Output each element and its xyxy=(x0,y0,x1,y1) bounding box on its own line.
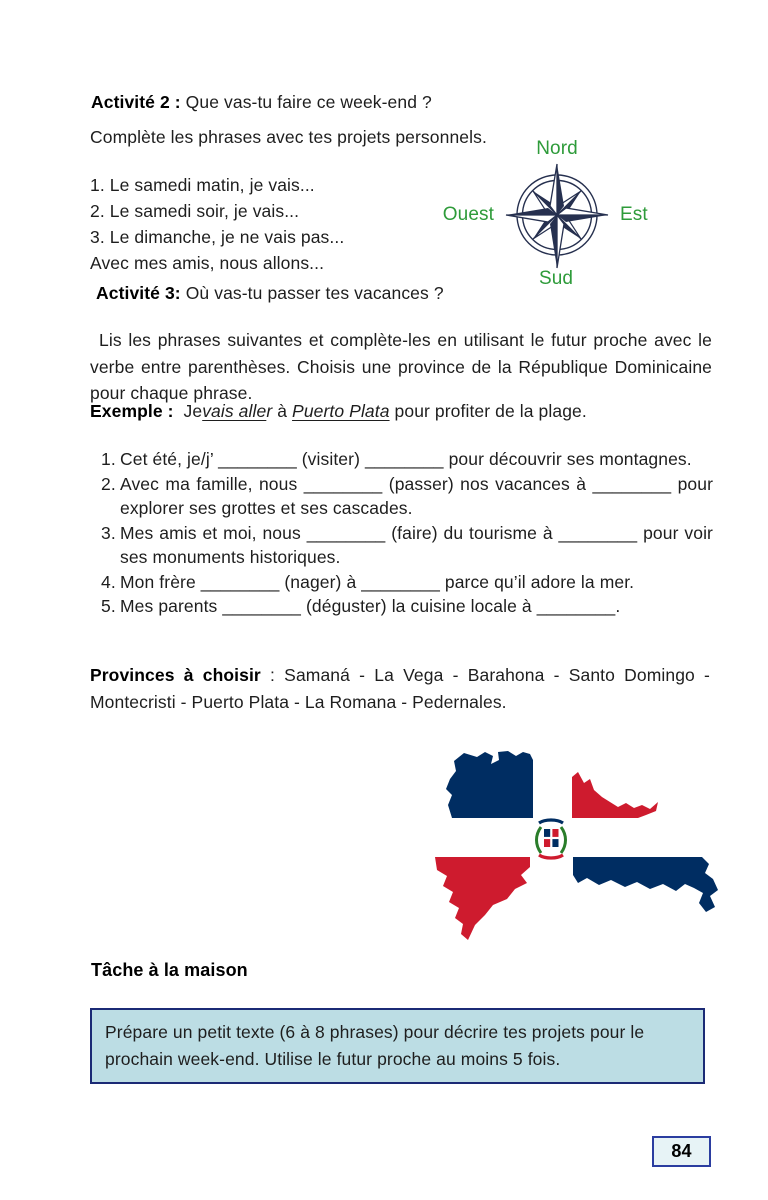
exercise-item xyxy=(101,447,713,472)
map-quadrant-red-bl xyxy=(435,857,530,940)
exercise-item xyxy=(101,570,713,595)
example-post: pour profiter de la plage. xyxy=(394,401,587,421)
compass-rose-icon xyxy=(502,160,612,270)
exercise-text: Mes amis et moi, nous ________ (faire) du tourisme à ________ pour voir ses monuments historiques. xyxy=(120,522,713,567)
list-item: 3. Le dimanche, je ne vais pas... xyxy=(90,227,345,247)
list-item: Avec mes amis, nous allons... xyxy=(90,253,325,273)
example-place: Puerto Plata xyxy=(292,401,390,421)
exercise-text: Mes parents ________ (déguster) la cuisine locale à ________. xyxy=(120,596,621,616)
exercise-item xyxy=(101,521,713,570)
map-quadrant-blue-br xyxy=(573,857,718,912)
activity3-title xyxy=(96,280,444,306)
dominican-republic-flag-map xyxy=(430,743,720,943)
exercise-list xyxy=(101,447,713,619)
compass-label-north: Nord xyxy=(536,138,578,159)
example-pre: Je xyxy=(183,401,203,421)
activity3-question: Où vas-tu passer tes vacances ? xyxy=(185,283,444,303)
compass-label-south: Sud xyxy=(538,268,574,289)
map-quadrant-red-tr xyxy=(572,772,658,818)
example-verb-end: r xyxy=(266,401,273,421)
exercise-item xyxy=(101,594,713,619)
provinces-list: : Samaná - La Vega - Barahona - Santo Domingo - Montecristi - Puerto Plata - La Romana - Pedernales. xyxy=(90,665,710,712)
page-number: 84 xyxy=(652,1136,711,1167)
list-item: 2. Le samedi soir, je vais... xyxy=(90,201,300,221)
list-item: 1. Le samedi matin, je vais... xyxy=(90,175,315,195)
activity2-list xyxy=(90,172,344,276)
example-line xyxy=(90,398,587,424)
compass-label-west: Ouest xyxy=(442,204,494,225)
activity2-title xyxy=(91,89,432,115)
activity3-instructions: Lis les phrases suivantes et complète-les en utilisant le futur proche avec le verbe entre parenthèses. Choisis une province de la République Dominicaine pour chaque phrase. xyxy=(90,330,712,403)
activity3-title-label: Activité 3: xyxy=(96,283,181,303)
exercise-text: Avec ma famille, nous ________ (passer) nos vacances à ________ pour explorer ses grottes et ses cascades. xyxy=(120,473,713,518)
example-label: Exemple : xyxy=(90,401,174,421)
provinces-line xyxy=(90,662,710,715)
activity2-question: Que vas-tu faire ce week-end ? xyxy=(185,92,432,112)
example-mid: à xyxy=(277,401,288,421)
exercise-text: Mon frère ________ (nager) à ________ parce qu’il adore la mer. xyxy=(120,571,635,592)
exercise-text: Cet été, je/j’ ________ (visiter) ________ pour découvrir ses montagnes. xyxy=(120,449,692,469)
homework-heading: Tâche à la maison xyxy=(91,960,248,980)
example-verb: vais alle xyxy=(202,401,267,421)
exercise-number: 1. xyxy=(101,449,116,469)
exercise-number: 4. xyxy=(101,571,116,592)
exercise-item xyxy=(101,472,713,521)
activity2-title-label: Activité 2 : xyxy=(91,92,181,112)
map-quadrant-blue-tl xyxy=(446,751,533,818)
compass-label-east: Est xyxy=(620,204,648,225)
exercise-number: 2. xyxy=(101,473,116,494)
activity2-intro: Complète les phrases avec tes projets personnels. xyxy=(90,127,487,147)
homework-box: Prépare un petit texte (6 à 8 phrases) pour décrire tes projets pour le prochain week-end. Utilise le futur proche au moins 5 fois. xyxy=(90,1008,705,1084)
exercise-number: 3. xyxy=(101,522,116,543)
provinces-label: Provinces à choisir xyxy=(90,665,261,685)
coat-of-arms-icon xyxy=(537,820,566,858)
exercise-number: 5. xyxy=(101,596,116,616)
